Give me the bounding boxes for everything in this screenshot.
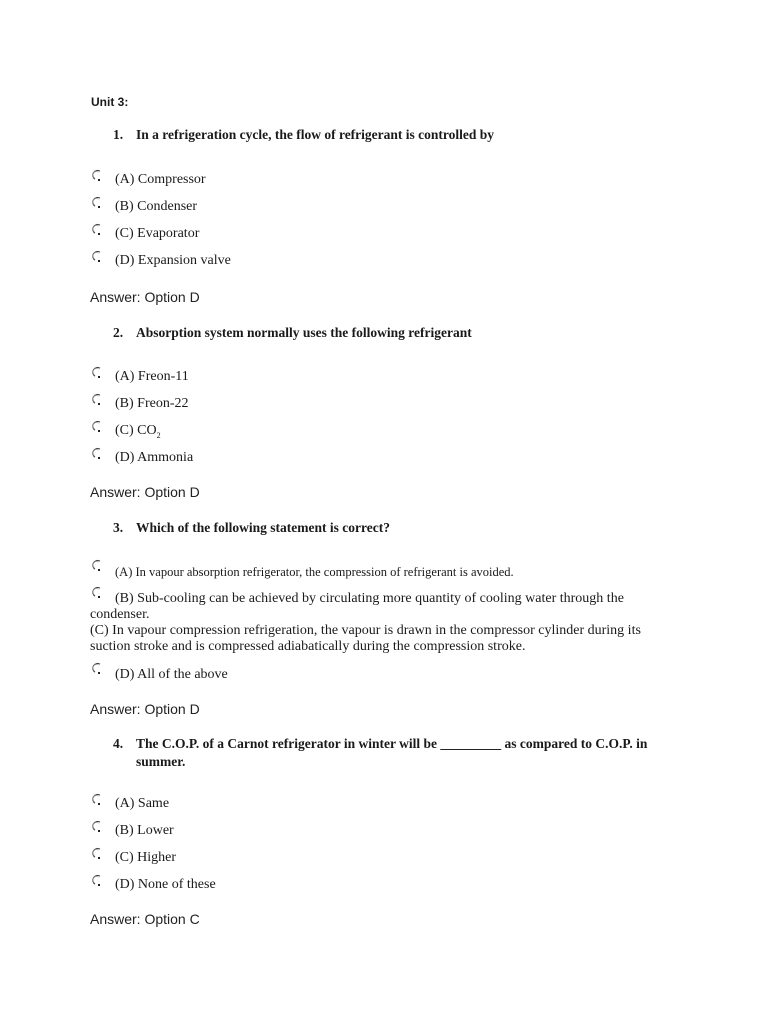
radio-icon[interactable] — [90, 392, 104, 406]
radio-icon[interactable] — [90, 222, 104, 236]
option-q1-a[interactable]: (A) Compressor — [90, 166, 690, 193]
options-q1 — [90, 166, 690, 274]
radio-icon[interactable] — [90, 419, 104, 433]
radio-icon[interactable] — [90, 819, 104, 833]
radio-icon[interactable] — [90, 792, 104, 806]
radio-icon[interactable] — [90, 168, 104, 182]
question-number: 4. — [113, 736, 124, 751]
radio-icon[interactable] — [90, 446, 104, 460]
question-text: In a refrigeration cycle, the flow of refrigerant is controlled by — [136, 127, 495, 142]
question-3 — [113, 519, 693, 537]
option-q4-d[interactable]: (D) None of these — [90, 871, 690, 898]
question-number: 1. — [113, 127, 124, 142]
options-q3 — [90, 564, 680, 683]
options-q4 — [90, 790, 690, 898]
option-q4-a[interactable]: (A) Same — [90, 790, 690, 817]
option-q3-c[interactable]: (C) In vapour compression refrigeration, the vapour is drawn in the compressor cylinder during its suction stroke and is compressed adiabatically during the compression stroke. — [90, 623, 641, 654]
option-q4-b[interactable]: (B) Lower — [90, 817, 690, 844]
question-text: Absorption system normally uses the following refrigerant — [136, 325, 472, 340]
radio-icon[interactable] — [90, 585, 104, 599]
option-q3-d[interactable]: (D) All of the above — [90, 667, 680, 683]
unit-title: Unit 3: — [91, 95, 129, 109]
option-q4-c[interactable]: (C) Higher — [90, 844, 690, 871]
option-q3-a[interactable]: (A) In vapour absorption refrigerator, the compression of refrigerant is avoided. — [90, 564, 680, 581]
answer-q3: Answer: Option D — [90, 701, 200, 717]
radio-icon[interactable] — [90, 249, 104, 263]
radio-icon[interactable] — [90, 195, 104, 209]
radio-icon[interactable] — [90, 558, 104, 572]
question-4 — [113, 735, 693, 771]
option-q1-c[interactable]: (C) Evaporator — [90, 220, 690, 247]
option-q3-b[interactable]: (B) Sub-cooling can be achieved by circulating more quantity of cooling water through the condenser. — [90, 591, 680, 623]
subscript: 2 — [156, 430, 161, 440]
option-text: (C) CO — [115, 423, 157, 438]
radio-icon[interactable] — [90, 846, 104, 860]
radio-icon[interactable] — [90, 661, 104, 675]
option-q1-b[interactable]: (B) Condenser — [90, 193, 690, 220]
question-text: Which of the following statement is correct? — [136, 520, 390, 535]
option-q1-d[interactable]: (D) Expansion valve — [90, 247, 690, 274]
question-number: 3. — [113, 520, 124, 535]
option-q2-b[interactable]: (B) Freon-22 — [90, 390, 690, 417]
option-q2-c[interactable] — [90, 417, 690, 444]
question-text: The C.O.P. of a Carnot refrigerator in winter will be _________ as compared to C.O.P. in summer. — [136, 736, 648, 769]
options-q2 — [90, 363, 690, 471]
radio-icon[interactable] — [90, 873, 104, 887]
question-number: 2. — [113, 325, 124, 340]
answer-q4: Answer: Option C — [90, 911, 200, 927]
radio-icon[interactable] — [90, 365, 104, 379]
option-q2-d[interactable]: (D) Ammonia — [90, 444, 690, 471]
answer-q1: Answer: Option D — [90, 289, 200, 305]
question-2 — [113, 324, 693, 342]
question-1 — [113, 126, 693, 144]
answer-q2: Answer: Option D — [90, 484, 200, 500]
option-q2-a[interactable]: (A) Freon-11 — [90, 363, 690, 390]
